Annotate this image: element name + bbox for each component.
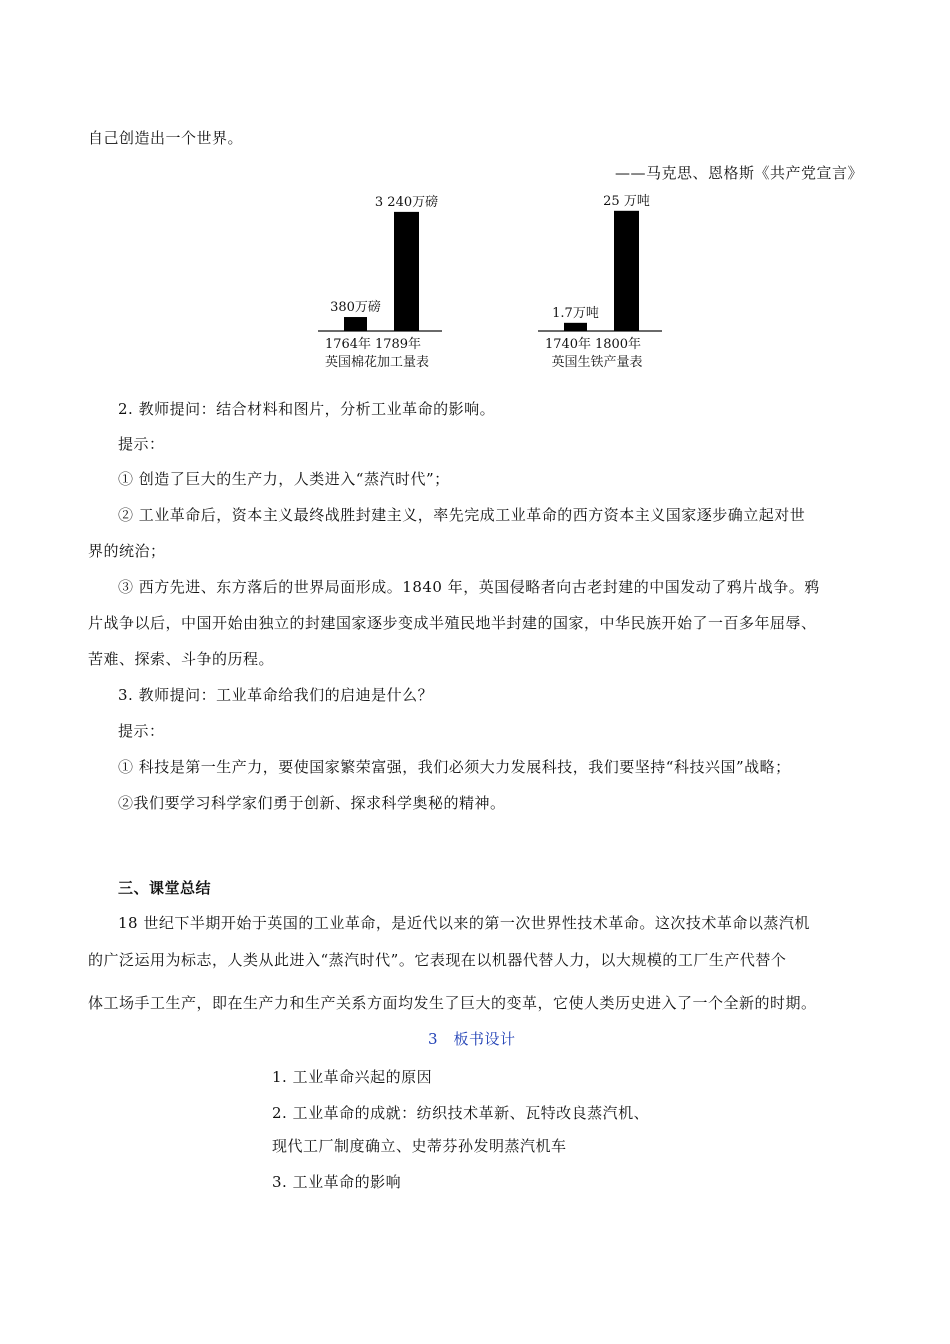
- cotton-chart-title: 英国棉花加工量表: [324, 355, 430, 370]
- cotton-category-label-0: 1764年: [324, 337, 372, 352]
- cotton-value-label-0: 380万磅: [330, 300, 381, 316]
- iron-chart-svg: [530, 192, 680, 374]
- cotton-bar-1: [394, 212, 419, 331]
- board-item-2-cont: 现代工厂制度确立、史蒂芬孙发明蒸汽机车: [272, 1137, 567, 1155]
- summary-line-1: 18 世纪下半期开始于英国的工业革命，是近代以来的第一次世界性技术革命。这次技术革命以蒸汽机: [118, 914, 810, 932]
- iron-bar-0: [564, 323, 587, 331]
- q2-question: 2. 教师提问：结合材料和图片，分析工业革命的影响。: [118, 400, 496, 418]
- summary-line-3: 体工场手工生产，即在生产力和生产关系方面均发生了巨大的变革，它使人类历史进入了一个全新的时期。: [88, 994, 817, 1012]
- q2-point-3-cont: 片战争以后，中国开始由独立的封建国家逐步变成半殖民地半封建的国家，中华民族开始了一百多年屈辱、: [88, 614, 817, 632]
- cotton-bar-0: [344, 317, 367, 331]
- iron-chart: [530, 192, 680, 374]
- board-item-2: 2. 工业革命的成就：纺织技术革新、瓦特改良蒸汽机、: [272, 1104, 650, 1122]
- summary-heading: 三、课堂总结: [118, 879, 212, 897]
- q2-point-2-cont: 界的统治；: [88, 542, 166, 560]
- q3-point-2: ②我们要学习科学家们勇于创新、探求科学奥秘的精神。: [118, 794, 506, 812]
- cotton-chart: [310, 192, 460, 374]
- board-heading: 3 板书设计: [428, 1030, 516, 1048]
- iron-value-label-0: 1.7万吨: [552, 305, 599, 321]
- iron-category-label-0: 1740年: [544, 337, 592, 352]
- q2-point-2: ② 工业革命后，资本主义最终战胜封建主义，率先完成工业革命的西方资本主义国家逐步确立起对世: [118, 506, 806, 524]
- iron-category-label-1: 1800年: [594, 337, 642, 352]
- board-item-1: 1. 工业革命兴起的原因: [272, 1068, 433, 1086]
- cotton-value-label-1: 3 240万磅: [374, 194, 439, 210]
- board-item-3: 3. 工业革命的影响: [272, 1173, 402, 1191]
- cotton-category-label-1: 1789年: [374, 337, 422, 352]
- q2-point-3-end: 苦难、探索、斗争的历程。: [88, 650, 275, 668]
- q3-hint-label: 提示：: [118, 722, 165, 740]
- q3-point-1: ① 科技是第一生产力，要使国家繁荣富强，我们必须大力发展科技，我们要坚持“科技兴国”战略；: [118, 758, 791, 776]
- q2-hint-label: 提示：: [118, 435, 165, 453]
- quote-source: ——马克思、恩格斯《共产党宣言》: [614, 164, 863, 182]
- summary-line-2: 的广泛运用为标志，人类从此进入“蒸汽时代”。它表现在以机器代替人力，以大规模的工厂生产代替个: [88, 951, 787, 969]
- q2-point-3: ③ 西方先进、东方落后的世界局面形成。1840 年，英国侵略者向古老封建的中国发动了鸦片战争。鸦: [118, 578, 820, 596]
- iron-chart-title: 英国生铁产量表: [551, 355, 643, 370]
- q2-point-1: ① 创造了巨大的生产力，人类进入“蒸汽时代”；: [118, 470, 450, 488]
- iron-bar-1: [614, 211, 639, 331]
- iron-value-label-1: 25 万吨: [603, 193, 650, 209]
- q3-question: 3. 教师提问：工业革命给我们的启迪是什么？: [118, 686, 434, 704]
- quote-text: 自己创造出一个世界。: [88, 129, 244, 147]
- cotton-chart-svg: [310, 192, 460, 374]
